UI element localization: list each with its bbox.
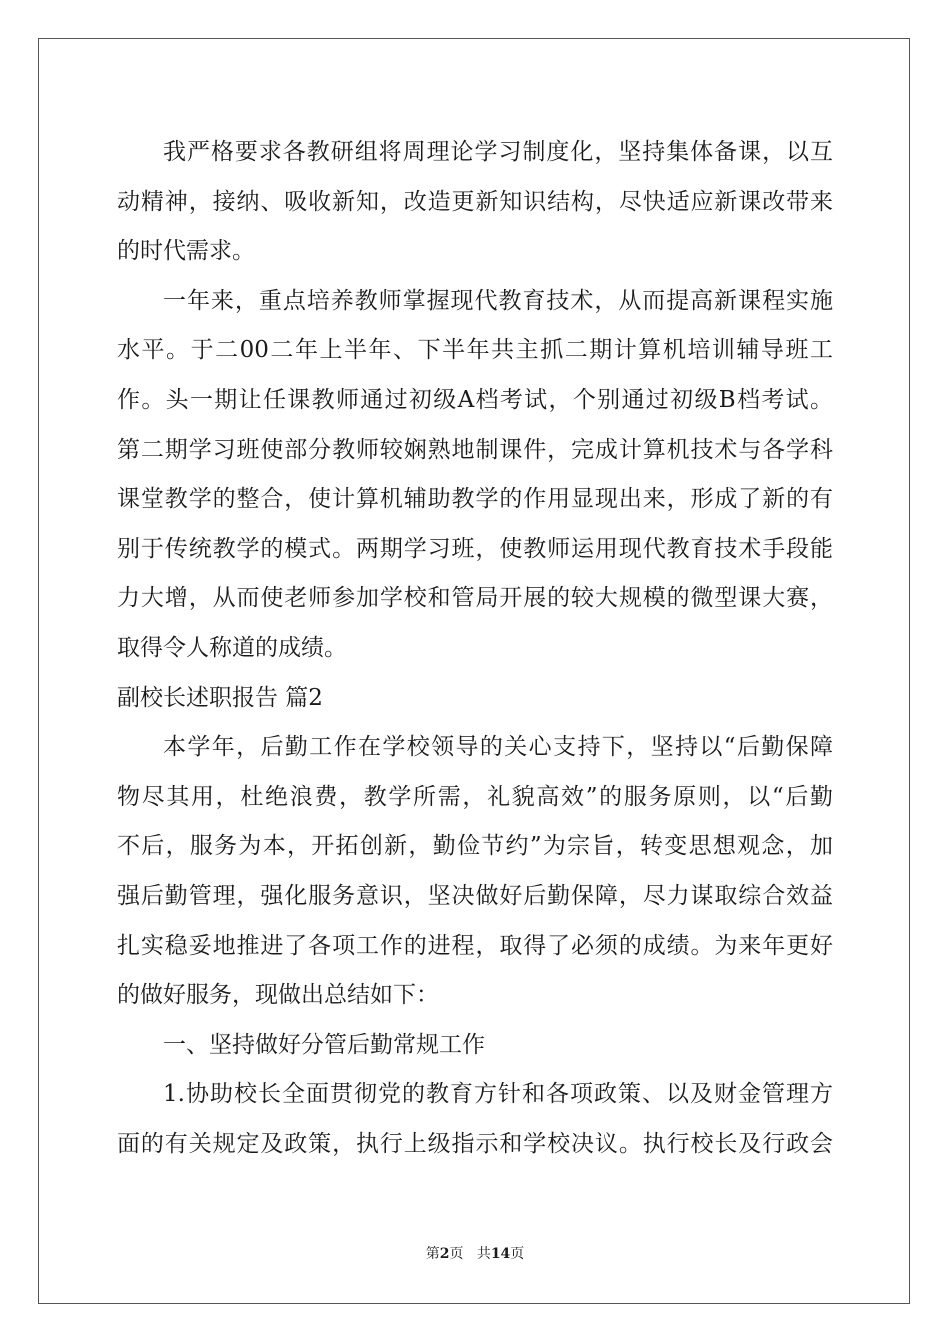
text-line: 副校长述职报告 篇2 [117,684,323,711]
page-footer [0,1243,950,1263]
text-line: 力大增，从而使老师参加学校和管局开展的较大规模的微型课大赛， [117,585,833,612]
text-line: 面的有关规定及政策，执行上级指示和学校决议。执行校长及行政会 [117,1130,833,1157]
text-line: 作。头一期让任课教师通过初级A档考试，个别通过初级B档考试。 [117,386,833,413]
footer-page-number: 2 [439,1246,450,1262]
text-line: 课堂教学的整合，使计算机辅助教学的作用显现出来，形成了新的有 [117,486,833,513]
footer-prefix: 第 [425,1246,440,1262]
text-line: 我严格要求各教研组将周理论学习制度化，坚持集体备课，以互 [163,139,833,165]
text-line: 强后勤管理，强化服务意识，坚决做好后勤保障，尽力谋取综合效益 [117,882,833,909]
document-body [117,128,833,1169]
text-line: 一、坚持做好分管后勤常规工作 [163,1031,485,1058]
text-line: 别于传统教学的模式。两期学习班，使教师运用现代教育技术手段能 [117,535,833,562]
text-line: 的时代需求。 [117,238,255,265]
text-line: 动精神，接纳、吸收新知，改造更新知识结构，尽快适应新课改带来 [117,188,833,215]
footer-total-pages: 14 [490,1246,511,1262]
text-line: 第二期学习班使部分教师较娴熟地制课件，完成计算机技术与各学科 [117,436,833,463]
text-line: 本学年，后勤工作在学校领导的关心支持下，坚持以“后勤保障 [163,734,833,761]
text-line: 水平。于二00二年上半年、下半年共主抓二期计算机培训辅导班工 [117,337,833,364]
text-line: 的做好服务，现做出总结如下： [117,982,439,1009]
text-line: 一年来，重点培养教师掌握现代教育技术，从而提高新课程实施 [163,287,833,314]
footer-total-suffix: 页 [510,1246,525,1262]
text-line: 取得令人称道的成绩。 [117,634,347,661]
footer-page-suffix: 页 [449,1246,464,1262]
footer-total-prefix: 共 [476,1246,491,1262]
text-line: 不后，服务为本，开拓创新，勤俭节约”为宗旨，转变思想观念，加 [117,833,833,860]
text-line: 扎实稳妥地推进了各项工作的进程，取得了必须的成绩。为来年更好 [117,932,833,959]
text-line: 1.协助校长全面贯彻党的教育方针和各项政策、以及财金管理方 [163,1081,833,1108]
text-line: 物尽其用，杜绝浪费，教学所需，礼貌高效”的服务原则，以“后勤 [117,783,833,810]
